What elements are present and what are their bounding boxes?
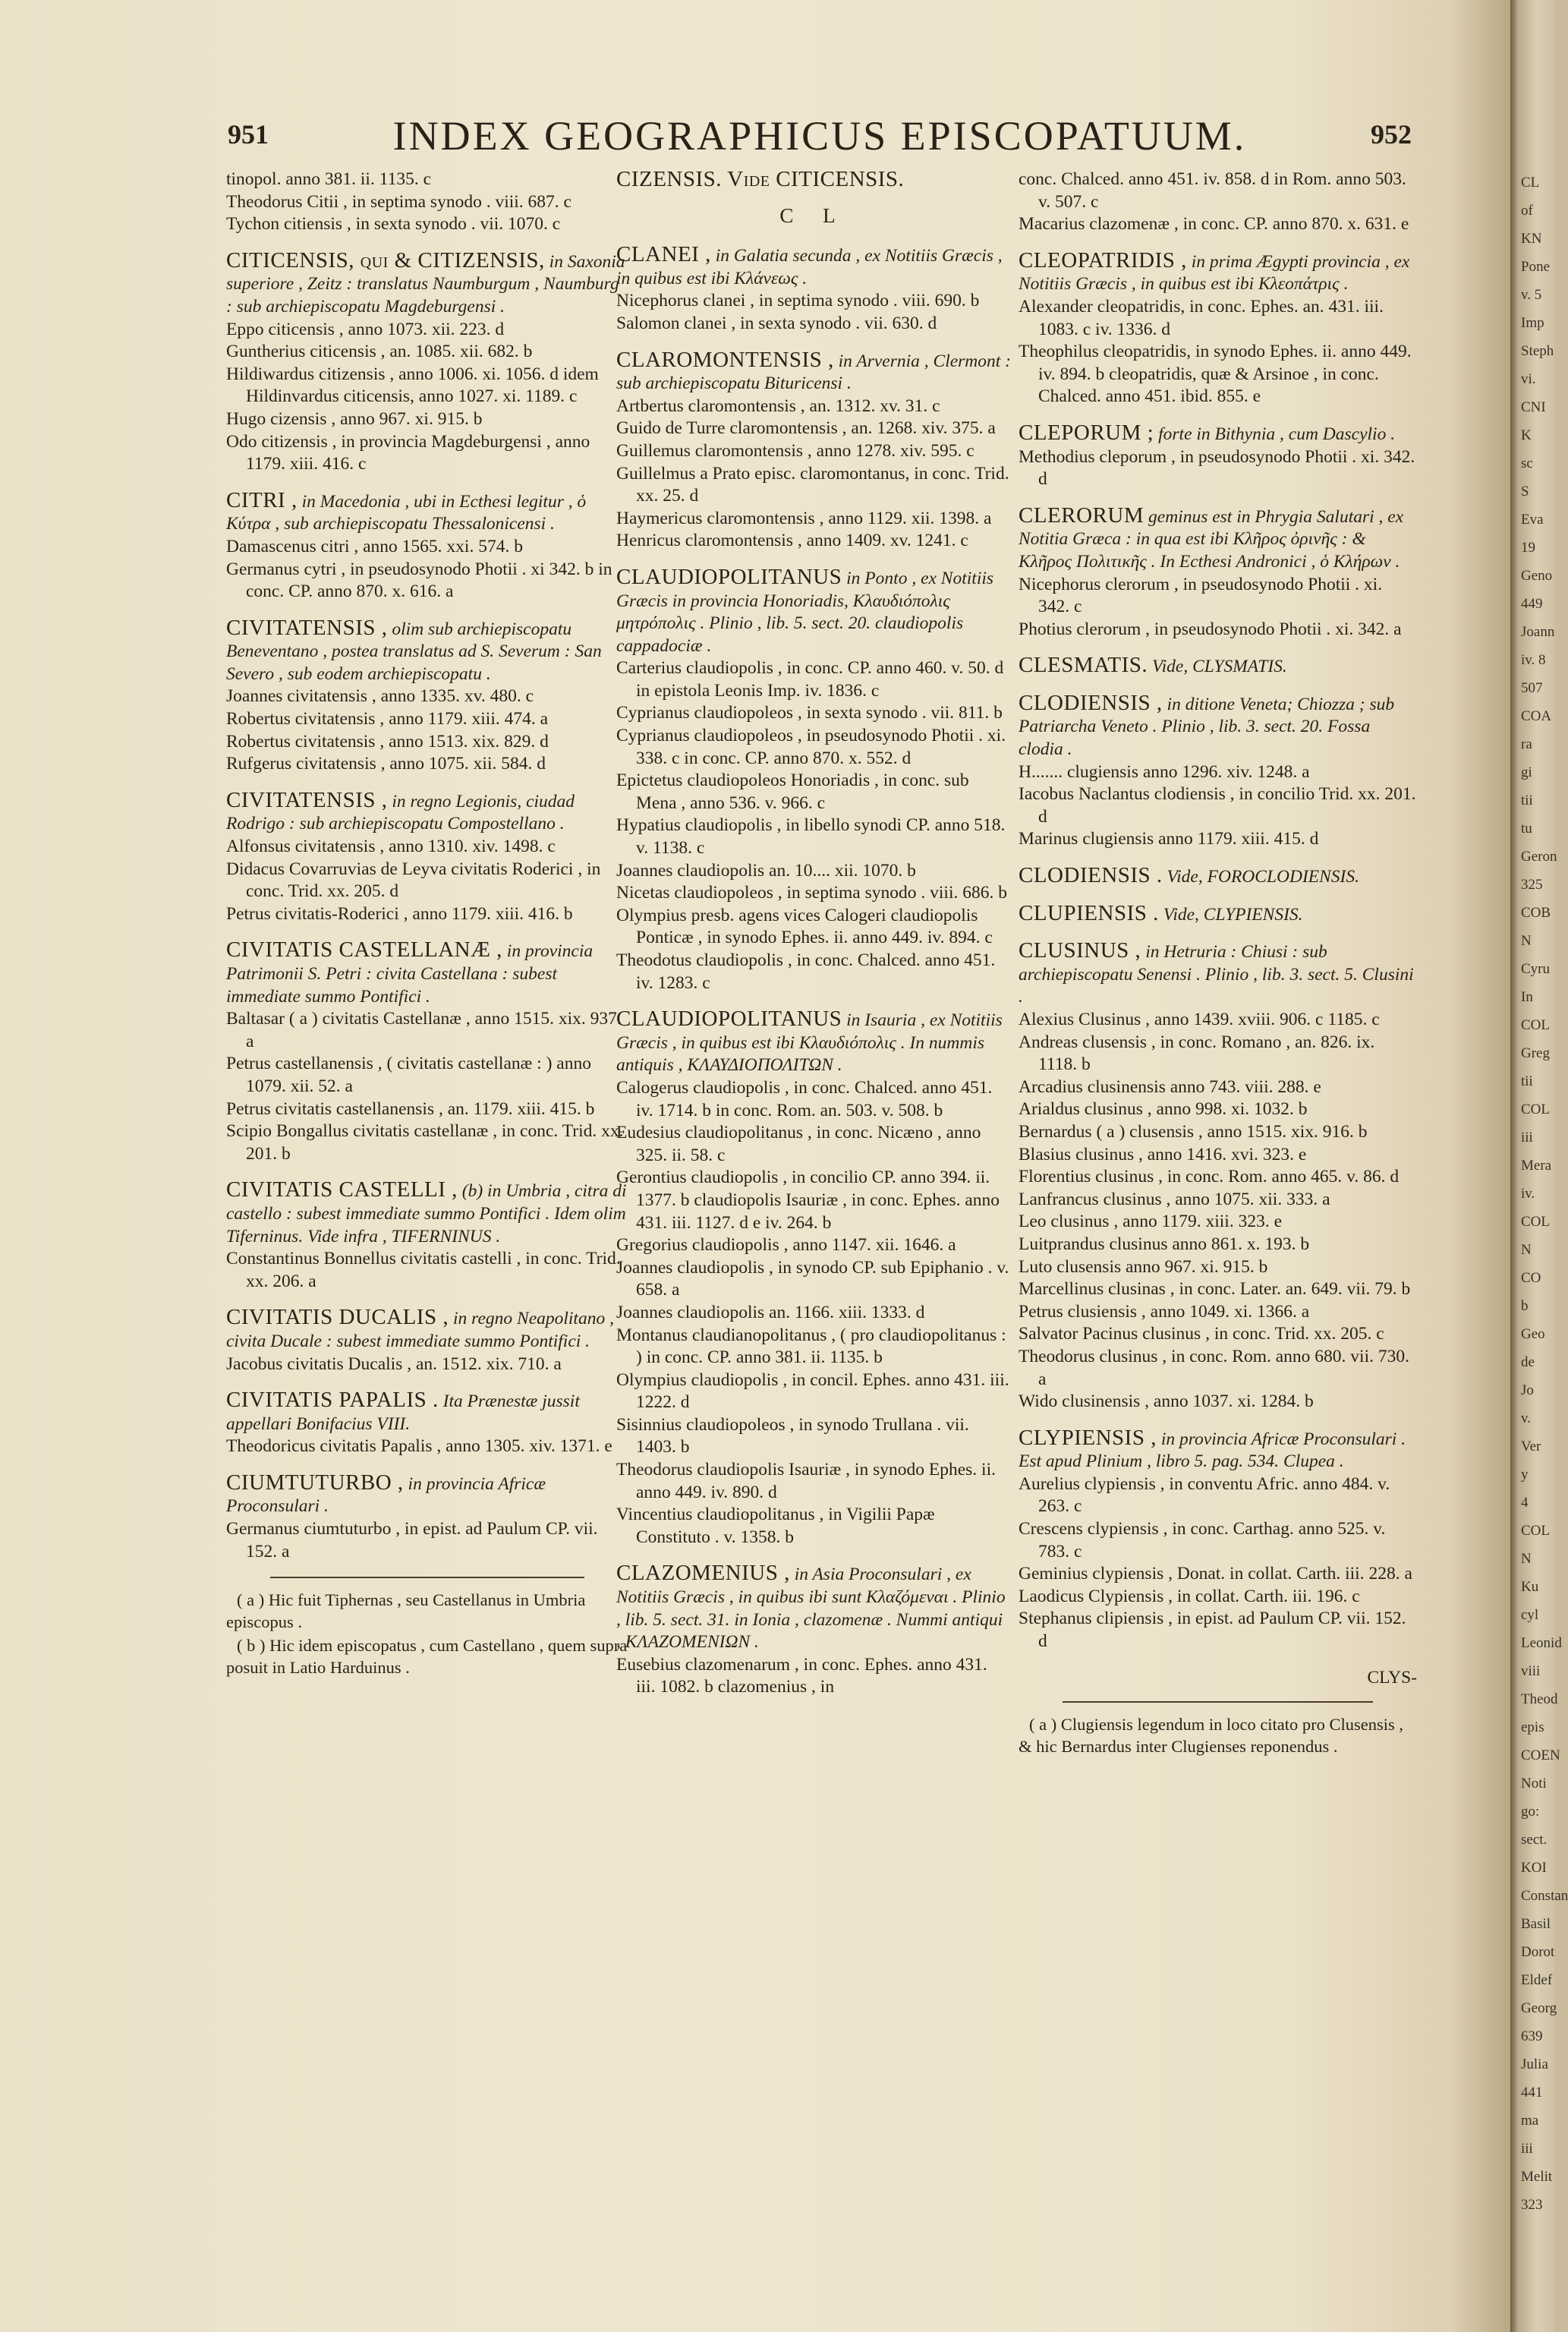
next-page-fragment: Ku (1521, 1579, 1539, 1595)
next-page-fragment: Eva (1521, 512, 1544, 528)
bishop-reference: Hildiwardus citizensis , anno 1006. xi. 1056. d idem Hildinvardus citicensis, anno 1027. xi. 1189. c (226, 364, 599, 407)
bishop-reference: Joannes claudiopolis , in synodo CP. sub Epiphanio . v. 658. a (616, 1257, 1009, 1300)
next-page-fragment: ra (1521, 736, 1532, 752)
entry-headword: CIVITATENSIS , (226, 615, 388, 640)
footnotes (1019, 1713, 1417, 1757)
entry-heading-line (1019, 900, 1417, 927)
index-entry (1019, 654, 1417, 679)
bishop-reference: Hypatius claudiopolis , in libello synodi CP. anno 518. v. 1138. c (616, 815, 1006, 859)
entry-headword: CLODIENSIS . (1019, 863, 1163, 888)
entry-description: in provincia Africæ Proconsulari . Est apud Plinium , libro 5. pag. 534. Clupea . (1019, 1429, 1406, 1472)
entry-headword: CIVITATIS CASTELLANÆ , (226, 938, 502, 963)
entry-headword: CLESMATIS. (1019, 653, 1148, 678)
bishop-reference: Lanfrancus clusinus , anno 1075. xii. 333. a (1019, 1189, 1330, 1209)
bishop-reference: Luitprandus clusinus anno 861. x. 193. b (1019, 1234, 1310, 1254)
next-page-fragment: N (1521, 933, 1532, 949)
entry-description: Ita Prænestæ jussit appellari Bonifacius VIII. (226, 1391, 580, 1434)
index-entry (616, 349, 1011, 553)
index-entry (226, 1472, 628, 1563)
page-header (228, 112, 1412, 167)
bishop-reference: Epictetus claudiopoleos Honoriadis , in conc. sub Mena , anno 536. v. 966. c (616, 771, 969, 813)
entry-heading-line (226, 789, 628, 836)
bishop-reference: Eusebius clazomenarum , in conc. Ephes. anno 431. iii. 1082. b clazomenius , in (616, 1654, 987, 1697)
bishop-reference: Nicephorus clanei , in septima synodo . viii. 690. b (616, 291, 980, 311)
bishop-reference: Aurelius clypiensis , in conventu Afric. anno 484. v. 263. c (1019, 1473, 1390, 1517)
index-entry (1019, 692, 1417, 851)
next-page-fragment: Jo (1521, 1382, 1534, 1398)
bishop-reference: Theophilus cleopatridis, in synodo Ephes. ii. anno 449. iv. 894. b cleopatridis, quæ & Arsinoe , in conc. Chalced. anno 451. ibid. 855. e (1019, 342, 1412, 407)
next-page-fragment: Eldef (1521, 1972, 1553, 1988)
entry-headword: CIUMTUTURBO , (226, 1470, 404, 1495)
index-entry (226, 1306, 628, 1376)
entry-description: in provincia Africæ Proconsulari . (226, 1473, 546, 1517)
next-page-fragment: COB (1521, 905, 1551, 921)
entry-description: in Galatia secunda , ex Notitiis Græcis , in quibus est ibi Κλάνεως . (616, 246, 1003, 288)
bishop-reference: Guido de Turre claromontensis , an. 1268. xiv. 375. a (616, 418, 996, 439)
bishop-reference: Eppo citicensis , anno 1073. xii. 223. d (226, 319, 505, 339)
next-page-fragment: de (1521, 1354, 1535, 1370)
entry-headword: CLUSINUS , (1019, 938, 1141, 963)
bishop-reference: Artbertus claromontensis , an. 1312. xv. 31. c (616, 395, 940, 416)
bishop-reference: Joannes claudiopolis an. 1166. xiii. 1333. d (616, 1302, 925, 1322)
footnote: ( b ) Hic idem episcopatus , cum Castellano , quem supra posuit in Latio Harduinus . (226, 1636, 628, 1678)
catchword: CLYS- (1367, 1667, 1417, 1688)
entry-headword: CITRI , (226, 487, 298, 512)
entry-headword: CIVITATIS DUCALIS , (226, 1305, 449, 1330)
entry-description: geminus est in Phrygia Salutari , ex Notitia Græca : in qua est ibi Κλῆρος ὀρινῆς : & Κλῆρος Πολιτικῆς . In Ecthesi Andronici , ὁ Κλήρων . (1019, 506, 1404, 572)
next-page-fragment: 441 (1521, 2085, 1543, 2100)
bishop-reference: Crescens clypiensis , in conc. Carthag. anno 525. v. 783. c (1019, 1519, 1386, 1561)
entry-description: in prima Ægypti provincia , ex Notitiis Græcis , in quibus est ibi Κλεοπάτρις . (1019, 251, 1410, 295)
entry-headword: CLAUDIOPOLITANUS (616, 564, 842, 589)
entry-description: in Isauria , ex Notitiis Græcis , in quibus est ibi Κλαυδιόπολις . In nummis antiquis , ΚΛΑΥΔΙΟΠΟΛΙΤΩΝ . (616, 1010, 1003, 1076)
next-page-fragment: Georg (1521, 2000, 1557, 2016)
cross-reference: CIZENSIS. Vide CITICENSIS. (616, 167, 905, 191)
entry-headword: CLYPIENSIS , (1019, 1425, 1157, 1450)
bishop-reference: Tychon citiensis , in sexta synodo . vii. 1070. c (226, 214, 561, 235)
bishop-reference: Haymericus claromontensis , anno 1129. xii. 1398. a (616, 508, 992, 528)
entry-heading-line (226, 247, 628, 319)
next-page-fragment: Geo (1521, 1326, 1545, 1342)
next-page-fragment: Pone (1521, 259, 1550, 275)
page-number-right: 952 (1371, 119, 1412, 150)
next-page-fragment: 449 (1521, 596, 1543, 612)
bishop-reference: Carterius claudiopolis , in conc. CP. anno 460. v. 50. d in epistola Leonis Imp. iv. 1836. c (616, 658, 1004, 701)
bishop-reference: conc. Chalced. anno 451. iv. 858. d in Rom. anno 503. v. 507. c (1019, 169, 1406, 212)
entry-headword: CLAROMONTENSIS , (616, 347, 834, 372)
entry-headword: CIVITATENSIS , (226, 787, 388, 812)
bishop-reference: Andreas clusensis , in conc. Romano , an. 826. ix. 1118. b (1019, 1032, 1375, 1075)
next-page-fragment: S (1521, 484, 1529, 499)
bishop-reference: Guillelmus a Prato episc. claromontanus, in conc. Trid. xx. 25. d (616, 463, 1009, 506)
next-page-fragment: Greg (1521, 1045, 1550, 1061)
next-page-fragment: COL (1521, 1523, 1550, 1539)
bishop-reference: Photius clerorum , in pseudosynodo Photii . xi. 342. a (1019, 619, 1402, 639)
entry-description: in Arvernia , Clermont : sub archiepiscopatu Bituricensi . (616, 351, 1011, 394)
bishop-reference: Alexander cleopatridis, in conc. Ephes. an. 431. iii. 1083. c iv. 1336. d (1019, 296, 1384, 339)
bishop-reference: Methodius cleporum , in pseudosynodo Photii . xi. 342. d (1019, 446, 1415, 490)
next-page-fragment: Ver (1521, 1439, 1541, 1454)
bishop-reference: Nicetas claudiopoleos , in septima synodo . viii. 686. b (616, 883, 1007, 903)
bishop-reference: Olympius claudiopolis , in concil. Ephes. anno 431. iii. 1222. d (616, 1369, 1009, 1413)
index-entry (226, 789, 628, 926)
next-page-fragment: COA (1521, 708, 1552, 724)
bishop-reference: Calogerus claudiopolis , in conc. Chalced. anno 451. iv. 1714. b in conc. Rom. an. 503. v. 508. b (616, 1077, 993, 1120)
next-page-fragment: v. 5 (1521, 287, 1542, 303)
index-entry (1019, 865, 1417, 889)
entry-heading-line (226, 1472, 628, 1518)
bishop-reference: Sisinnius claudiopoleos , in synodo Trullana . vii. 1403. b (616, 1414, 969, 1458)
bishop-reference: Petrus castellanensis , ( civitatis castellanæ : ) anno 1079. xii. 52. a (226, 1054, 591, 1096)
bishop-reference: Theodotus claudiopolis , in conc. Chalced. anno 451. iv. 1283. c (616, 950, 996, 993)
next-page-fragment: 4 (1521, 1495, 1529, 1511)
entry-heading-line (616, 1008, 1011, 1077)
next-page-fragment: b (1521, 1298, 1529, 1314)
next-page-fragment: COL (1521, 1214, 1550, 1230)
entry-description: olim sub archiepiscopatu Beneventano , postea translatus ad S. Severum : San Severo , sub eodem archiepiscopatu . (226, 619, 602, 684)
entry-heading-line (616, 244, 1011, 290)
footnote: ( a ) Clugiensis legendum in loco citato pro Clusensis , & hic Bernardus inter Clugienses reponendus . (1019, 1715, 1404, 1757)
bishop-reference: Luto clusensis anno 967. xi. 915. b (1019, 1256, 1268, 1277)
index-entry (616, 1008, 1011, 1549)
bishop-reference: Marinus clugiensis anno 1179. xiii. 415. d (1019, 829, 1319, 849)
next-page-fragment: In (1521, 989, 1533, 1005)
page-number-left: 951 (228, 119, 269, 150)
bishop-reference: Cyprianus claudiopoleos , in pseudosynodo Photii . xi. 338. c in conc. CP. anno 870. x. 552. d (616, 726, 1006, 768)
bishop-reference: Rufgerus civitatensis , anno 1075. xii. 584. d (226, 754, 546, 774)
next-page-fragment: ma (1521, 2113, 1539, 2129)
entry-headword: CLANEI , (616, 242, 711, 267)
next-page-fragment: Julia (1521, 2056, 1548, 2072)
entry-heading-line (226, 1306, 628, 1353)
entry-heading-line (1019, 422, 1417, 446)
bishop-reference: Theodorus Citii , in septima synodo . viii. 687. c (226, 191, 571, 212)
next-page-fragment: N (1521, 1551, 1532, 1567)
bishop-reference: Montanus claudianopolitanus , ( pro claudiopolitanus : ) in conc. CP. anno 381. ii. 1135. b (616, 1325, 1006, 1368)
bishop-reference: Alfonsus civitatensis , anno 1310. xiv. 1498. c (226, 837, 556, 857)
bishop-reference: Macarius clazomenæ , in conc. CP. anno 870. x. 631. e (1019, 214, 1409, 235)
next-page-fragment: Cyru (1521, 961, 1550, 977)
bishop-reference: Iacobus Naclantus clodiensis , in concilio Trid. xx. 201. d (1019, 784, 1416, 827)
next-page-fragment: 639 (1521, 2028, 1543, 2044)
continued-entry (1019, 169, 1417, 236)
bishop-reference: Arialdus clusinus , anno 998. xi. 1032. b (1019, 1099, 1308, 1120)
bishop-reference: Vincentius claudiopolitanus , in Vigilii Papæ Constituto . v. 1358. b (616, 1505, 935, 1547)
next-page-fragment: go: (1521, 1804, 1540, 1820)
entry-heading-line (1019, 940, 1417, 1009)
next-page-fragment: KOI (1521, 1860, 1547, 1876)
next-page-fragment: cyl (1521, 1607, 1539, 1623)
entry-description: in Hetruria : Chiusi : sub archiepiscopatu Senensi . Plinio , lib. 3. sect. 5. Clusini . (1019, 942, 1414, 1007)
bishop-reference: Bernardus ( a ) clusensis , anno 1515. xix. 916. b (1019, 1121, 1368, 1142)
index-entry (226, 247, 628, 476)
next-page-fragment: COEN (1521, 1747, 1560, 1763)
bishop-reference: Olympius presb. agens vices Calogeri claudiopolis Ponticæ , in synodo Ephes. ii. anno 449. iv. 894. c (616, 905, 993, 948)
next-page-fragment: gi (1521, 764, 1532, 780)
index-entry (1019, 1427, 1417, 1653)
bishop-reference: Hugo cizensis , anno 967. xi. 915. b (226, 408, 483, 429)
bishop-reference: Robertus civitatensis , anno 1513. xix. 829. d (226, 731, 549, 752)
index-entry (1019, 247, 1417, 408)
footnote-rule (270, 1577, 584, 1578)
entry-heading-line (1019, 1427, 1417, 1473)
next-page-fragment: y (1521, 1467, 1529, 1483)
next-page-fragment: 507 (1521, 680, 1543, 696)
next-page-fragment: 325 (1521, 877, 1543, 893)
bishop-reference: Leo clusinus , anno 1179. xiii. 323. e (1019, 1212, 1283, 1232)
bishop-reference: Theodorus clusinus , in conc. Rom. anno 680. vii. 730. a (1019, 1346, 1409, 1389)
next-page-fragment: Geno (1521, 568, 1553, 584)
next-page-fragment: N (1521, 1242, 1532, 1258)
entry-headword: CITICENSIS, qui & CITIZENSIS, (226, 247, 545, 273)
entry-heading-line (1019, 505, 1417, 574)
bishop-reference: Stephanus clipiensis , in epist. ad Paulum CP. vii. 152. d (1019, 1609, 1406, 1652)
next-page-fragment: Constan (1521, 1888, 1568, 1904)
bishop-reference: Constantinus Bonnellus civitatis castelli , in conc. Trid. xx. 206. a (226, 1249, 621, 1291)
bishop-reference: Robertus civitatensis , anno 1179. xiii. 474. a (226, 709, 549, 730)
next-page-fragment: iv. 8 (1521, 652, 1546, 668)
next-page-fragment: Mera (1521, 1158, 1552, 1174)
next-page-fragment: Theod (1521, 1691, 1558, 1707)
bishop-reference: Wido clusinensis , anno 1037. xi. 1284. b (1019, 1391, 1314, 1412)
bishop-reference: Scipio Bongallus civitatis castellanæ , in conc. Trid. xx. 201. b (226, 1121, 624, 1164)
next-page-fragment: 323 (1521, 2197, 1543, 2213)
entry-headword: CIVITATIS PAPALIS . (226, 1388, 439, 1413)
bishop-reference: Petrus civitatis castellanensis , an. 1179. xiii. 415. b (226, 1098, 595, 1119)
bishop-reference: H....... clugiensis anno 1296. xiv. 1248. a (1019, 761, 1310, 782)
bishop-reference: Germanus ciumtuturbo , in epist. ad Paulum CP. vii. 152. a (226, 1519, 598, 1561)
next-page-edge (1510, 0, 1568, 2332)
entry-description: in Asia Proconsulari , ex Notitiis Græcis , in quibus ibi sunt Κλαζόμεναι . Plinio , lib. 5. sect. 31. in Ionia , clazomenæ . Nummi antiqui , ΚΛΑΖΟΜΕΝΙΩΝ . (616, 1565, 1006, 1653)
bishop-reference: Joannes claudiopolis an. 10.... xii. 1070. b (616, 860, 916, 881)
next-page-fragment: iii (1521, 2141, 1533, 2157)
entry-headword: CLAZOMENIUS , (616, 1561, 790, 1586)
next-page-fragment: sc (1521, 455, 1533, 471)
next-page-fragment: viii (1521, 1663, 1541, 1679)
entry-description: in regno Neapolitano , civita Ducale : subest immediate summo Pontifici . (226, 1309, 614, 1351)
footnote: ( a ) Hic fuit Tiphernas , seu Castellanus in Umbria episcopus . (226, 1590, 586, 1632)
entry-heading-line (616, 566, 1011, 657)
bishop-reference: Geminius clypiensis , Donat. in collat. Carth. iii. 228. a (1019, 1564, 1412, 1584)
entry-heading-line (1019, 654, 1417, 679)
next-page-fragment: KN (1521, 231, 1542, 247)
index-entry (1019, 422, 1417, 491)
bishop-reference: Guntherius citicensis , an. 1085. xii. 682. b (226, 342, 533, 362)
bishop-reference: Odo citizensis , in provincia Magdeburgensi , anno 1179. xiii. 416. c (226, 431, 590, 474)
index-entry (226, 1389, 628, 1458)
next-page-fragment: sect. (1521, 1832, 1548, 1848)
entry-description: in Ponto , ex Notitiis Græcis in provincia Honoriadis, Κλαυδιόπολις μητρόπολις . Plinio , lib. 5. sect. 20. claudiopolis cappadociæ . (616, 568, 994, 656)
entry-heading-line (616, 1562, 1011, 1653)
bishop-reference: tinopol. anno 381. ii. 1135. c (226, 169, 432, 189)
index-entry (1019, 940, 1417, 1413)
next-page-fragment: Joann (1521, 624, 1555, 640)
next-page-fragment: Dorot (1521, 1944, 1555, 1960)
section-letters: C L (779, 203, 848, 227)
index-entry (616, 1562, 1011, 1699)
entry-headword: CLEOPATRIDIS , (1019, 247, 1187, 273)
bishop-reference: Petrus clusiensis , anno 1049. xi. 1366. a (1019, 1301, 1310, 1322)
bishop-reference: Alexius Clusinus , anno 1439. xviii. 906. c 1185. c (1019, 1010, 1380, 1029)
entry-description: Vide, FOROCLODIENSIS. (1167, 867, 1360, 887)
entry-description: in Saxonia superiore , Zeitz : translatus Naumburgum , Naumburg : sub archiepiscopatu Magdeburgensi . (226, 251, 625, 317)
entry-heading-line (226, 487, 628, 536)
index-entry (226, 939, 628, 1165)
bishop-reference: Florentius clusinus , in conc. Rom. anno 465. v. 86. d (1019, 1167, 1400, 1187)
entry-description: in Macedonia , ubi in Ecthesi legitur , ὁ Κύτρα , sub archiepiscopatu Thessalonicensi . (226, 491, 587, 534)
bishop-reference: Gerontius claudiopolis , in concilio CP. anno 394. ii. 1377. b claudiopolis Isauriæ , in conc. Ephes. anno 431. iii. 1127. d e iv. 264. b (616, 1168, 1000, 1233)
next-page-fragment: Melit (1521, 2169, 1553, 2185)
next-page-fragment: 19 (1521, 540, 1535, 556)
bishop-reference: Germanus cytri , in pseudosynodo Photii . xi 342. b in conc. CP. anno 870. x. 616. a (226, 559, 612, 602)
next-page-fragment: v. (1521, 1410, 1532, 1426)
bishop-reference: Marcellinus clusinas , in conc. Later. an. 649. vii. 79. b (1019, 1279, 1411, 1300)
next-page-fragment: K (1521, 427, 1532, 443)
footnotes (226, 1589, 628, 1678)
bishop-reference: Nicephorus clerorum , in pseudosynodo Photii . xi. 342. c (1019, 574, 1383, 617)
bishop-reference: Blasius clusinus , anno 1416. xvi. 323. e (1019, 1144, 1307, 1164)
bishop-reference: Guillemus claromontensis , anno 1278. xiv. 595. c (616, 440, 974, 461)
entry-headword: CLUPIENSIS . (1019, 900, 1159, 925)
entry-headword: CLAUDIOPOLITANUS (616, 1007, 842, 1032)
entry-headword: CLERORUM (1019, 503, 1145, 528)
bishop-reference: Theodorus claudiopolis Isauriæ , in synodo Ephes. ii. anno 449. iv. 890. d (616, 1460, 996, 1502)
next-page-fragment: CNI (1521, 399, 1546, 415)
bishop-reference: Damascenus citri , anno 1565. xxi. 574. b (226, 536, 523, 556)
bishop-reference: Theodoricus civitatis Papalis , anno 1305. xiv. 1371. e (226, 1436, 612, 1457)
index-entry (226, 617, 628, 776)
continued-entry (226, 169, 628, 236)
next-page-fragment: tii (1521, 1073, 1533, 1089)
index-entry (616, 244, 1011, 335)
entry-description: forte in Bithynia , cum Dascylio . (1158, 424, 1396, 444)
column-left (226, 169, 628, 1680)
bishop-reference: Gregorius claudiopolis , anno 1147. xii. 1646. a (616, 1235, 956, 1256)
next-page-fragment: COL (1521, 1017, 1550, 1033)
bishop-reference: Jacobus civitatis Ducalis , an. 1512. xix. 710. a (226, 1354, 562, 1374)
bishop-reference: Salomon clanei , in sexta synodo . vii. 630. d (616, 313, 937, 333)
entry-headword: CLODIENSIS , (1019, 690, 1163, 715)
running-title: INDEX GEOGRAPHICUS EPISCOPATUUM. (392, 113, 1247, 159)
entry-heading-line (1019, 865, 1417, 889)
next-page-fragment: iv. (1521, 1186, 1535, 1202)
footnote-rule (1063, 1701, 1374, 1703)
bishop-reference: Didacus Covarruvias de Leyva civitatis Roderici , in conc. Trid. xx. 205. d (226, 859, 601, 902)
index-entry (1019, 505, 1417, 641)
index-entry (226, 1179, 628, 1293)
bishop-reference: Henricus claromontensis , anno 1409. xv. 1241. c (616, 531, 968, 551)
column-middle (616, 169, 1011, 1713)
next-page-fragment: Noti (1521, 1776, 1547, 1792)
entry-headword: CLEPORUM ; (1019, 420, 1154, 445)
bishop-reference: Petrus civitatis-Roderici , anno 1179. xiii. 416. b (226, 903, 573, 924)
bishop-reference: Laodicus Clypiensis , in collat. Carth. iii. 196. c (1019, 1586, 1360, 1606)
next-page-fragment: epis (1521, 1719, 1544, 1735)
bishop-reference: Baltasar ( a ) civitatis Castellanæ , anno 1515. xix. 937. a (226, 1009, 622, 1051)
entry-heading-line (1019, 247, 1417, 296)
bishop-reference: Joannes civitatensis , anno 1335. xv. 480. c (226, 686, 534, 707)
bishop-reference: Salvator Pacinus clusinus , in conc. Trid. xx. 205. c (1019, 1324, 1384, 1344)
entry-heading-line (1019, 692, 1417, 761)
bishop-reference: Cyprianus claudiopoleos , in sexta synodo . vii. 811. b (616, 703, 1003, 723)
next-page-fragment: Steph (1521, 343, 1554, 359)
entry-headword: CIVITATIS CASTELLI , (226, 1177, 458, 1202)
next-page-fragment: of (1521, 203, 1533, 219)
entry-description: in ditione Veneta; Chiozza ; sub Patriarcha Veneto . Plinio , lib. 3. sect. 20. Fossa clodia . (1019, 694, 1395, 760)
next-page-fragment: COL (1521, 1101, 1550, 1117)
next-page-fragment: tu (1521, 821, 1532, 837)
next-page-fragment: CL (1521, 175, 1540, 191)
next-page-fragment: Basil (1521, 1916, 1551, 1932)
index-entry (226, 487, 628, 603)
next-page-fragment: CO (1521, 1270, 1541, 1286)
entry-description: Vide, CLYPIENSIS. (1163, 904, 1303, 925)
entry-heading-line (226, 1389, 628, 1435)
entry-heading-line (226, 1179, 628, 1248)
index-entry (1019, 900, 1417, 927)
bishop-reference: Arcadius clusinensis anno 743. viii. 288. e (1019, 1076, 1321, 1097)
next-page-fragment: vi. (1521, 371, 1536, 387)
entry-description: in regno Legionis, ciudad Rodrigo : sub archiepiscopatu Compostellano . (226, 791, 575, 834)
entry-heading-line (226, 939, 628, 1008)
entry-heading-line (616, 349, 1011, 395)
bishop-reference: Eudesius claudiopolitanus , in conc. Nicæno , anno 325. ii. 58. c (616, 1123, 981, 1165)
next-page-fragment: Leonid (1521, 1635, 1562, 1651)
entry-description: (b) in Umbria , citra di castello : subest immediate summo Pontifici . Idem olim Tiferninus. Vide infra , TIFERNINUS . (226, 1181, 627, 1246)
next-page-fragment: tii (1521, 793, 1533, 808)
next-page-fragment: Imp (1521, 315, 1544, 331)
index-entry (616, 566, 1011, 994)
entry-description: in provincia Patrimonii S. Petri : civita Castellana : subest immediate summo Pontifici . (226, 941, 594, 1007)
next-page-fragment: Geron (1521, 849, 1557, 865)
next-page-fragment: iii (1521, 1130, 1533, 1146)
entry-description: Vide, CLYSMATIS. (1152, 657, 1287, 677)
column-right (1019, 169, 1417, 1759)
entry-heading-line (226, 617, 628, 686)
